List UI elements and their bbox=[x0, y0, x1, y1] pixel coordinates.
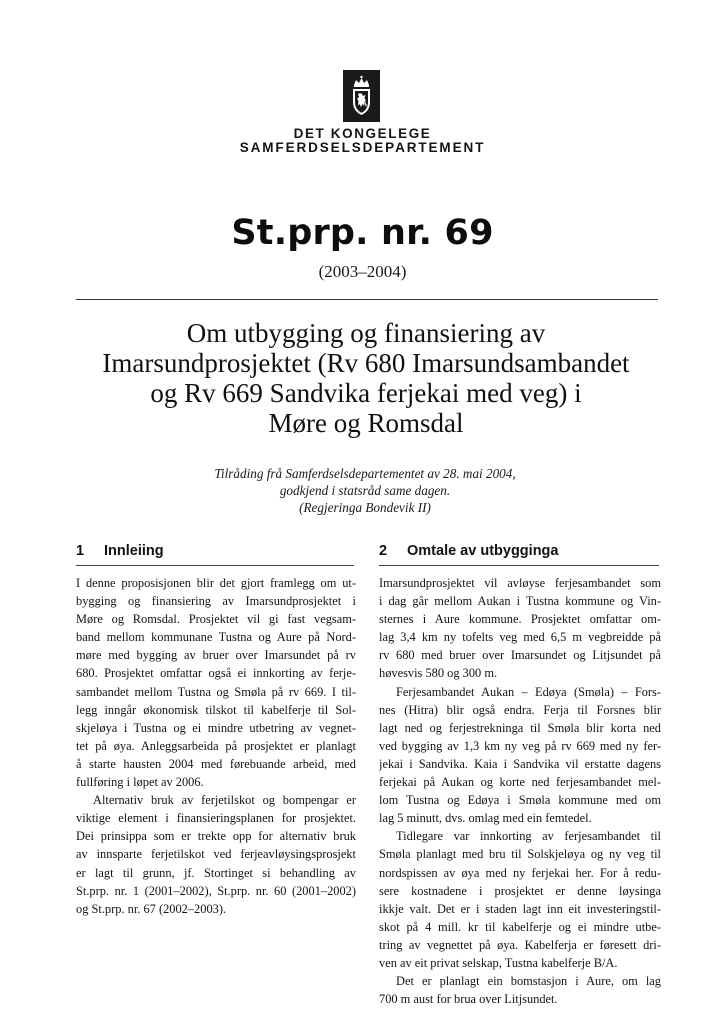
body-text-line: nordspissen av øya med ny ferjekai her. For å redu- bbox=[379, 865, 661, 880]
section-title: Innleiing bbox=[104, 543, 164, 559]
title-divider bbox=[76, 299, 658, 300]
recommendation-line: Tilråding frå Samferdselsdepartementet av 28. mai 2004, bbox=[214, 466, 516, 481]
body-text-line: tring av vegnettet på øya. Kabelferja er føresett dri- bbox=[379, 937, 661, 952]
body-text-line: fullføring i løpet av 2006. bbox=[76, 775, 204, 790]
section-1-heading bbox=[76, 543, 164, 559]
body-text-line: 700 m aust for brua over Litjsundet. bbox=[379, 992, 558, 1007]
section-number: 1 bbox=[76, 543, 85, 559]
document-title: St.prp. nr. 69 bbox=[231, 213, 494, 253]
body-text-line: ved bygging av 1,3 km ny veg på rv 669 med ny fer- bbox=[379, 738, 661, 753]
section-1-rule bbox=[76, 565, 354, 566]
body-text-line: bygging og finansiering av Imarsundprosjektet i bbox=[76, 594, 356, 609]
body-text-line: sternes i Aure kommune. Prosjektet omfattar om- bbox=[379, 612, 661, 627]
body-text-line: lagt ned og ferjestrekninga til Smøla blir korta ned bbox=[379, 720, 661, 735]
main-title bbox=[66, 318, 666, 438]
body-text-line: band mellom kommunane Tustna og Aure på Nord- bbox=[76, 630, 356, 645]
body-text-line: legg inngår økonomisk tilskot til kabelferje til Sol- bbox=[76, 702, 356, 717]
main-title-line: Imarsundprosjektet (Rv 680 Imarsundsambandet bbox=[102, 348, 630, 378]
body-text-line: tet på øya. Anleggsarbeida på prosjektet er planlagt bbox=[76, 738, 356, 753]
body-text-line: lom Tustna og Edøya i Smøla kommune med om bbox=[379, 793, 661, 808]
body-text-line: er lagt til grunn, jf. Stortinget si behandling av bbox=[76, 865, 356, 880]
body-text-line: rv 680 med bruer over Imarsundet og Litjsundet på bbox=[379, 648, 661, 663]
body-text-line: ikkje valt. Det er i staden lagt inn eit investeringstil- bbox=[379, 901, 661, 916]
body-text-line: skjeløya i Tustna og ei mindre utbetring av vegnet- bbox=[76, 720, 356, 735]
section-2-body bbox=[379, 574, 661, 1008]
section-number: 2 bbox=[379, 543, 388, 559]
section-1-body bbox=[76, 574, 356, 918]
body-text-line: sambandet mellom Tustna og Smøla på rv 669. I til- bbox=[76, 684, 356, 699]
body-text-line: lag 5 minutt, dvs. omlag med ein femtedel. bbox=[379, 811, 592, 826]
body-text-line: Møre og Romsdal. Prosjektet vil gi fast vegsam- bbox=[76, 612, 356, 627]
body-text-line: å starte hausten 2004 med førebuande arbeid, med bbox=[76, 756, 356, 771]
body-text-line: og St.prp. nr. 67 (2002–2003). bbox=[76, 901, 227, 916]
body-text-line: av innsparte ferjetilskot ved ferjeavløysingsprosjekt bbox=[76, 847, 356, 862]
body-text-line: skot på 4 mill. kr til kabelferje og ei mindre utbe- bbox=[379, 919, 661, 934]
body-text-line: møre med bygging av bruer over Imarsundet på rv bbox=[76, 648, 356, 663]
body-text-line: Tidlegare var innkorting av ferjesambandet til bbox=[396, 829, 661, 844]
body-text-line: nes (Hitra) blir også endra. Ferja til Forsnes blir bbox=[379, 702, 661, 717]
body-text-line: I denne proposisjonen blir det gjort framlegg om ut- bbox=[76, 576, 356, 590]
body-text-line: høvesvis 580 og 300 m. bbox=[379, 666, 498, 681]
body-text-line: sere kostnadene i prosjektet er denne løysinga bbox=[379, 883, 661, 898]
body-text-line: i dag går mellom Aukan i Tustna kommune og Vin- bbox=[379, 594, 661, 609]
body-text-line: lag 3,4 km ny tofelts veg med 6,5 m vegbreidde på bbox=[379, 630, 661, 645]
section-2-rule bbox=[379, 565, 659, 566]
body-text-line: viktige element i finansieringsplanen for prosjektet. bbox=[76, 811, 356, 826]
body-text-line: St.prp. nr. 1 (2001–2002), St.prp. nr. 60 (2001–2002) bbox=[76, 883, 356, 898]
body-text-line: 680. Prosjektet omfattar også ei innkorting av ferje- bbox=[76, 666, 356, 681]
recommendation-line: (Regjeringa Bondevik II) bbox=[299, 500, 431, 515]
body-text-line: Smøla planlagt med bru til Solskjeløya og ny veg til bbox=[379, 847, 661, 862]
body-text-line: Det er planlagt ein bomstasjon i Aure, om lag bbox=[396, 974, 661, 989]
section-2-heading bbox=[379, 543, 558, 559]
department-name-line-1: DET KONGELEGE bbox=[293, 126, 432, 141]
body-text-line: Dei prinsippa som er trekte opp for alternativ bruk bbox=[76, 829, 356, 844]
body-text-line: ferjekai på Aukan og korte ned ferjesambandet mel- bbox=[379, 775, 661, 790]
main-title-line: og Rv 669 Sandvika ferjekai med veg) i bbox=[150, 378, 582, 408]
body-text-line: ven av eit privat selskap, Tustna kabelferje B/A. bbox=[379, 955, 618, 970]
body-text-line: Imarsundprosjektet vil avløyse ferjesambandet som bbox=[379, 576, 661, 590]
recommendation-line: godkjend i statsråd same dagen. bbox=[279, 483, 451, 498]
body-text-line: Ferjesambandet Aukan – Edøya (Smøla) – Fors- bbox=[396, 684, 661, 699]
body-text-line: Alternativ bruk av ferjetilskot og bompengar er bbox=[93, 793, 356, 808]
main-title-line: Om utbygging og finansiering av bbox=[186, 318, 546, 348]
section-title: Omtale av utbygginga bbox=[407, 543, 559, 559]
document-year: (2003–2004) bbox=[318, 262, 407, 281]
body-text-line: jekai i Sandvika. Kaia i Sandvika vil erstatte dagens bbox=[379, 756, 661, 771]
norwegian-coat-of-arms-icon bbox=[343, 70, 380, 122]
department-name-line-2: SAMFERDSELSDEPARTEMENT bbox=[239, 140, 486, 155]
recommendation-note bbox=[150, 465, 580, 516]
main-title-line: Møre og Romsdal bbox=[268, 408, 464, 438]
